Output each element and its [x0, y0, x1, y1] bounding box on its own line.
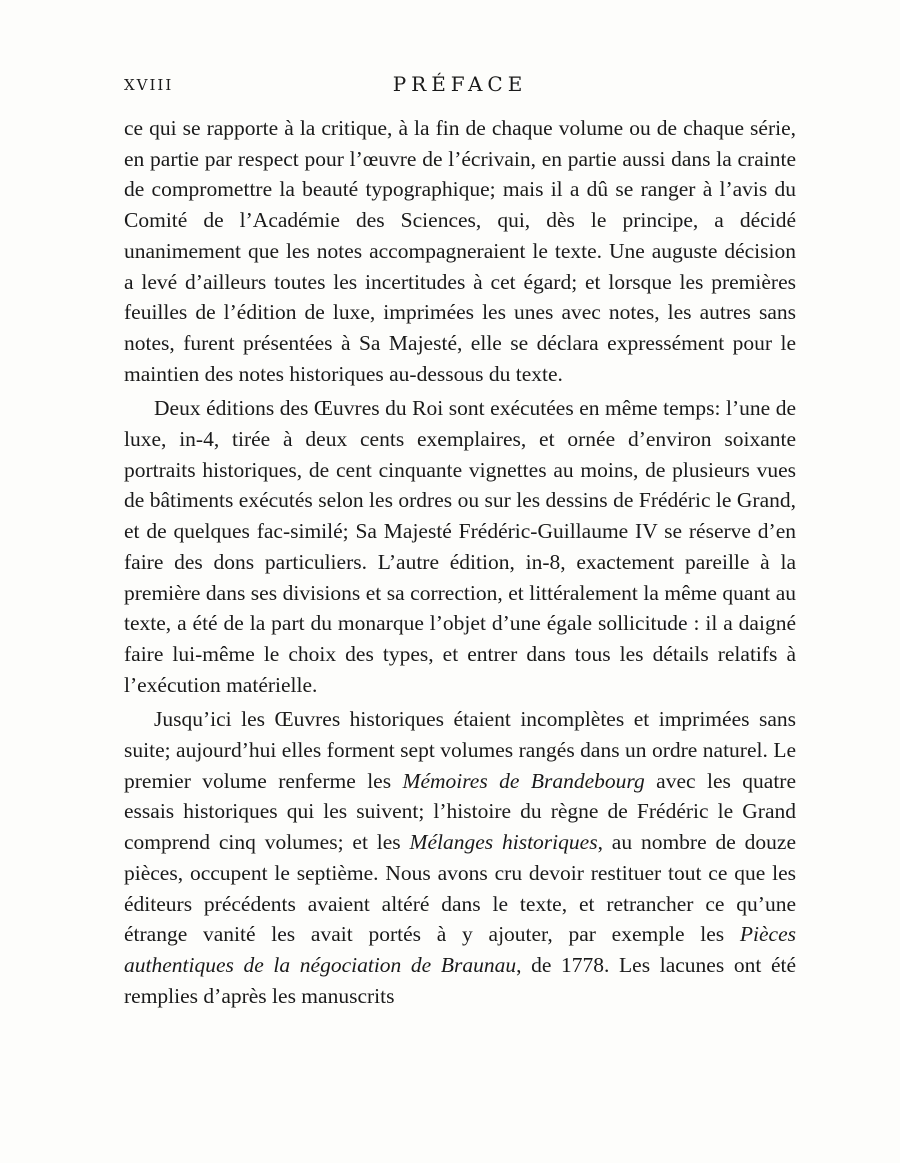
paragraph-1: [124, 113, 796, 389]
body-text: [124, 113, 796, 1011]
italic-title-pieces: Pièces authentiques de la négociation de Braunau: [124, 922, 796, 977]
text-run: Jusqu’ici les Œuvres historiques étaient incomplètes et imprimées sans suite; aujourd’hui elles forment sept volumes rangés dans un ordre naturel. Le premier volume renferme les: [124, 707, 796, 793]
page-number: XVIII: [124, 76, 174, 94]
text-run: Deux éditions des Œuvres du Roi sont exécutées en même temps: l’une de luxe, in-4, tirée à deux cents exemplaires, et ornée d’environ soixante portraits historiques, de cent cinquante vignettes au moins, de plusieurs vues de bâtiments exécutés selon les ordres ou sur les dessins de Frédéric le Grand, et de quelques fac-similé; Sa Majesté Frédéric-Guillaume IV se réserve d’en faire des dons particuliers. L’autre édition, in-8, exactement pareille à la première dans ses divisions et sa correction, et littéralement la même quant au texte, a été de la part du monarque l’objet d’une égale sollicitude : il a daigné faire lui-même le choix des types, et entrer dans tous les détails relatifs à l’exécution matérielle.: [124, 396, 796, 697]
italic-title-melanges: Mélanges historiques: [409, 830, 598, 855]
text-run: , de 1778. Les lacunes ont été remplies d’après les manuscrits: [124, 952, 796, 1008]
text-run: , au nombre de douze pièces, occupent le septième. Nous avons cru devoir restituer tout ce que les éditeurs précédents avaient altéré dans le texte, et retrancher ce qu’une étrange vanité les avait portés à y ajouter, par exemple les: [124, 830, 796, 947]
page-header: [124, 72, 796, 102]
paragraph-3: [124, 704, 796, 1011]
paragraph-2: [124, 393, 796, 700]
text-run: avec les quatre essais historiques qui les suivent; l’histoire du règne de Frédéric le Grand comprend cinq volumes; et les: [124, 768, 797, 855]
text-run: ce qui se rapporte à la critique, à la fin de chaque volume ou de chaque série, en partie par respect pour l’œuvre de l’écrivain, en partie aussi dans la crainte de compromettre la beauté typographique; mais il a dû se ranger à l’avis du Comité de l’Académie des Sciences, qui, dès le principe, a décidé unanimement que les notes accompagneraient le texte. Une auguste décision a levé d’ailleurs toutes les incertitudes à cet égard; et lorsque les premières feuilles de l’édition de luxe, imprimées les unes avec notes, les autres sans notes, furent présentées à Sa Majesté, elle se déclara expressément pour le maintien des notes historiques au-dessous du texte.: [124, 116, 796, 386]
running-title: PRÉFACE: [392, 72, 528, 96]
italic-title-memoires: Mémoires de Brandebourg: [402, 768, 645, 793]
